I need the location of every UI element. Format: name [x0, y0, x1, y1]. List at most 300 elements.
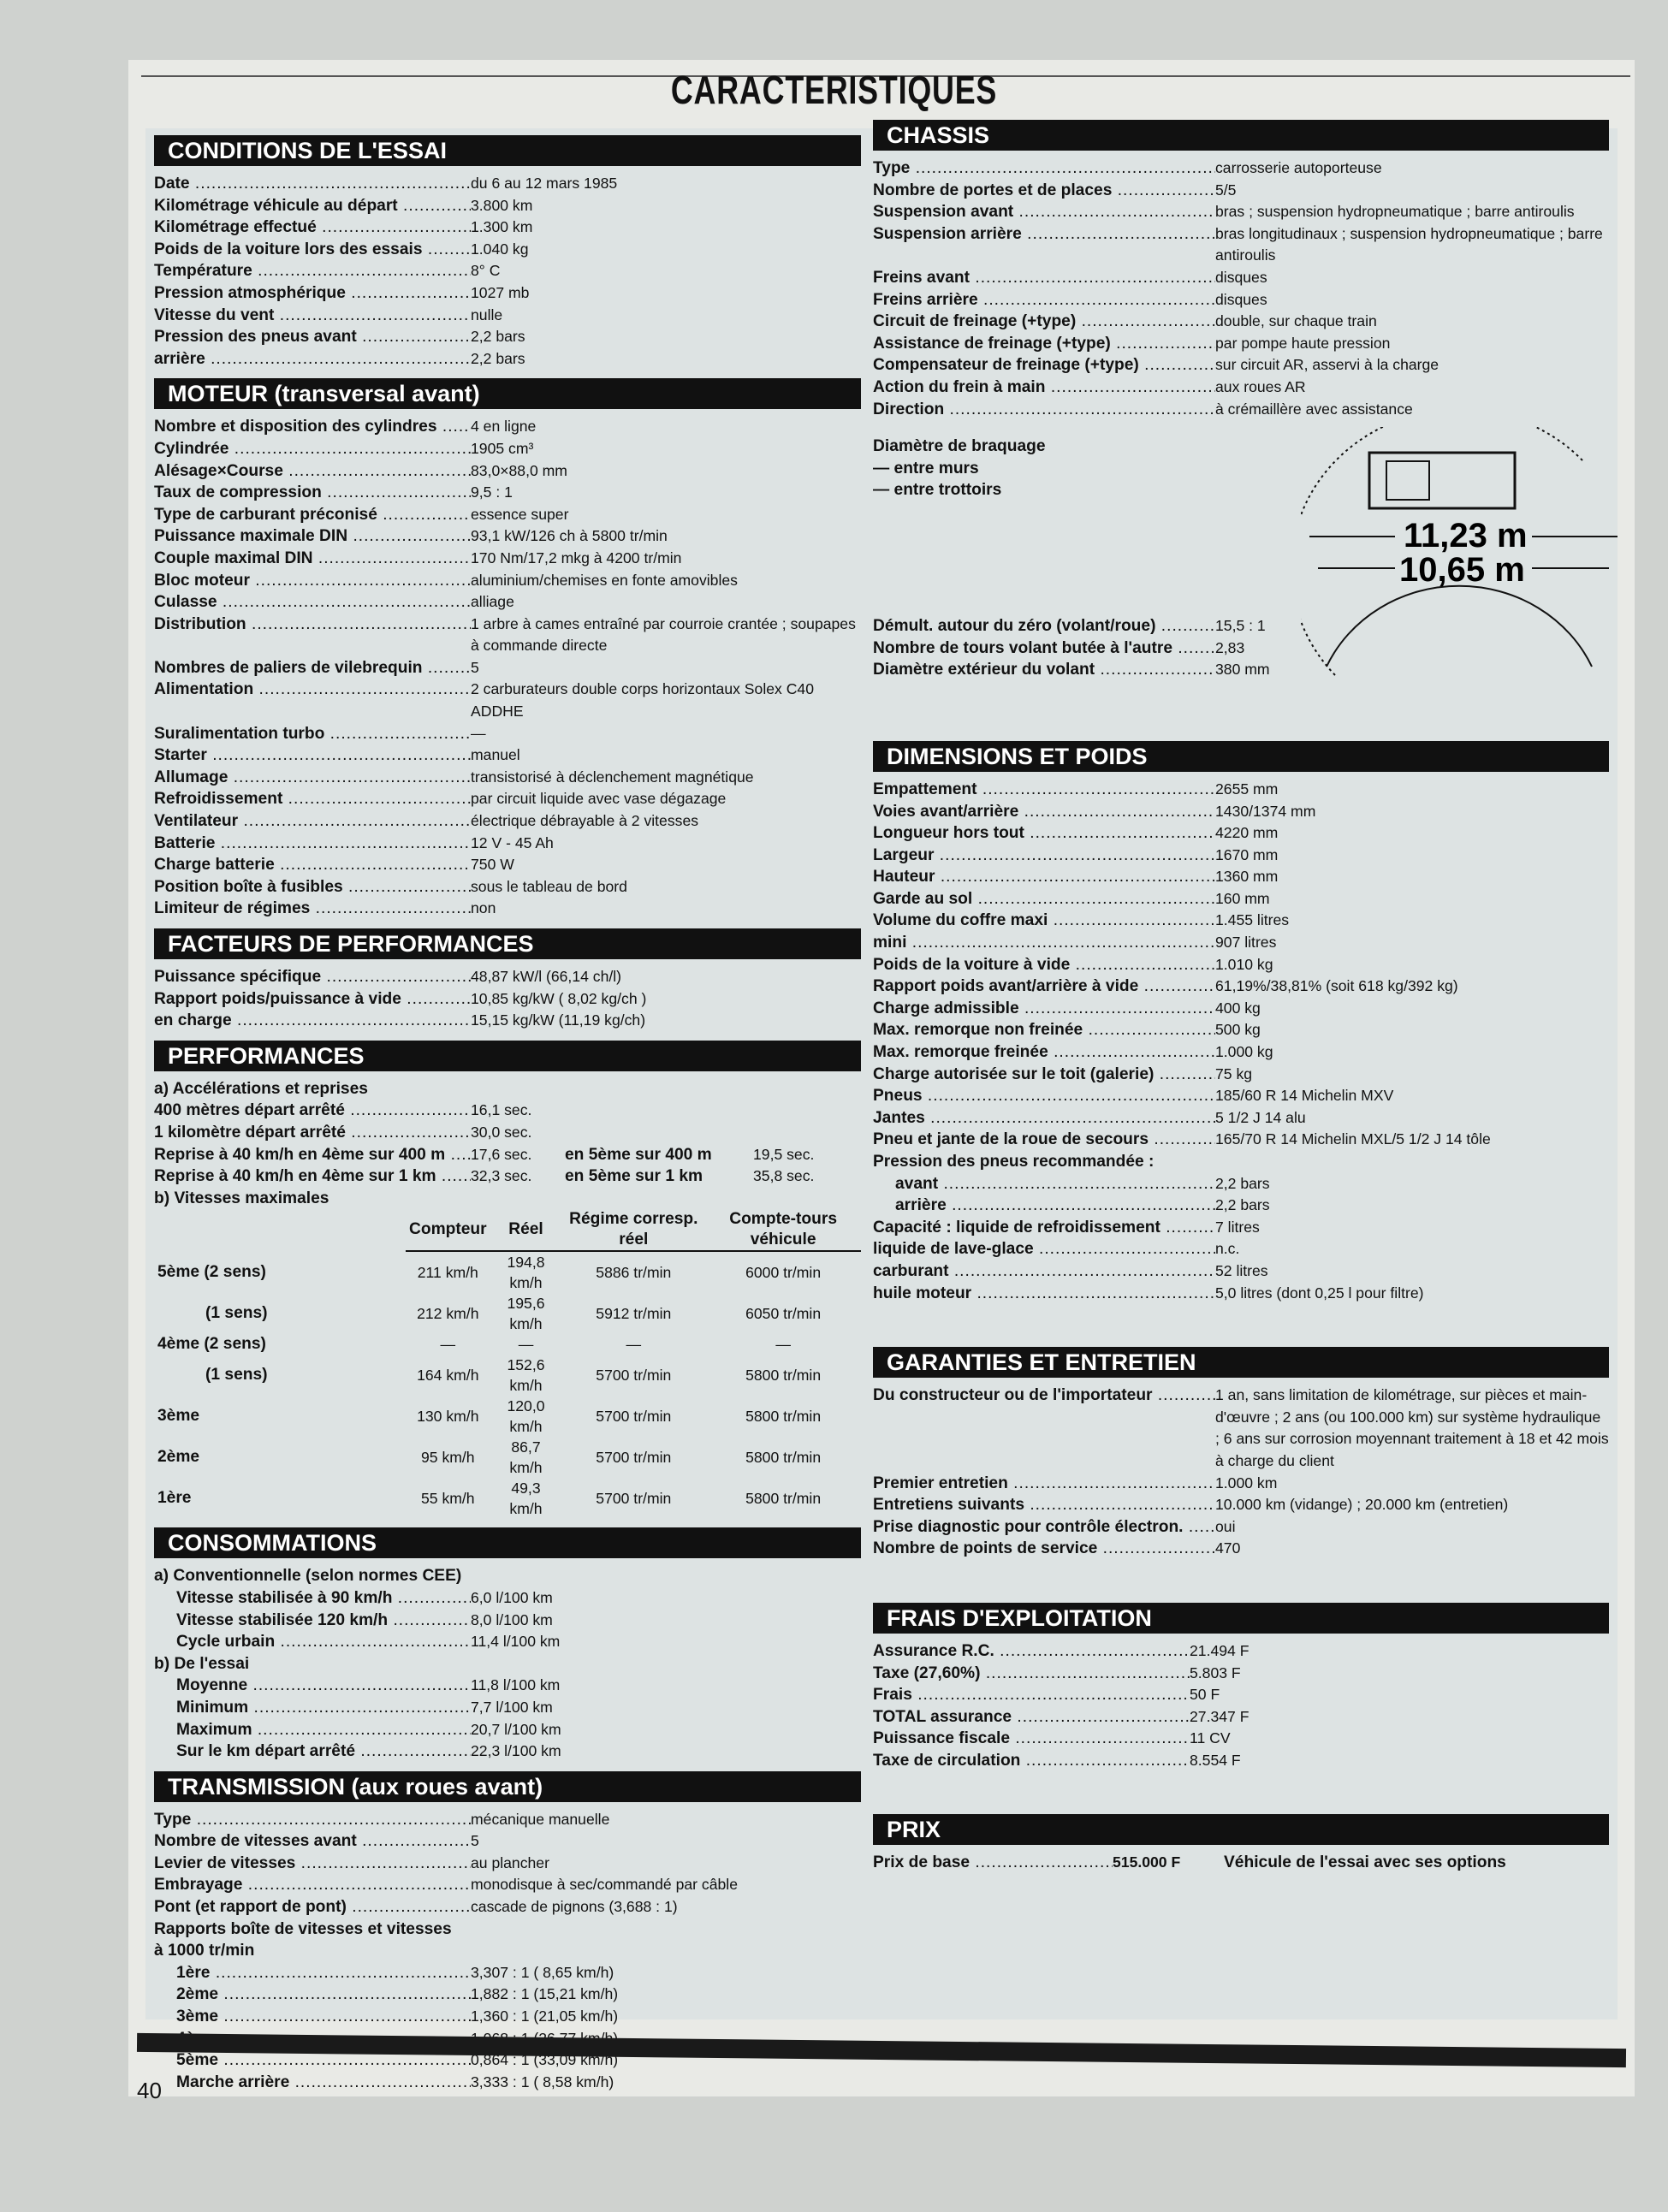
spec-value: 1.455 litres [1215, 911, 1290, 929]
spec-label: Marche arrière ..... [176, 2072, 471, 2094]
acceleration-extra-value: 19,5 sec. [753, 1145, 815, 1163]
spec-label: Vitesse stabilisée 120 km/h ..... [176, 1610, 471, 1632]
spec-label: mini ..... [873, 932, 1215, 954]
vitesses-title: b) Vitesses maximales [154, 1189, 329, 1207]
spec-value: nulle [471, 305, 503, 323]
spec-row [154, 614, 861, 657]
garanties-header: GARANTIES ET ENTRETIEN [873, 1347, 1609, 1378]
spec-label: Taxe de circulation ..... [873, 1750, 1190, 1772]
spec-value: 22,3 l/100 km [471, 1742, 561, 1760]
spec-label: Starter ..... [154, 744, 471, 767]
spec-row [154, 744, 861, 767]
vitesse-cell: 211 km/h [417, 1264, 478, 1282]
frais-list [873, 1640, 1455, 1772]
moteur-header: MOTEUR (transversal avant) [154, 378, 861, 409]
spec-label: Volume du coffre maxi ..... [873, 910, 1215, 932]
spec-value: 0,864 : 1 (33,09 km/h) [471, 2051, 619, 2069]
spec-label: Poids de la voiture à vide ..... [873, 954, 1215, 976]
spec-row [176, 1741, 861, 1763]
vitesse-cell: 164 km/h [417, 1367, 479, 1385]
spec-value: 5.803 F [1190, 1663, 1241, 1681]
vitesse-cell: 5700 tr/min [596, 1367, 672, 1385]
spec-label: Suspension avant ..... [873, 201, 1215, 223]
spec-row [176, 2006, 861, 2028]
chassis-header: CHASSIS [873, 120, 1609, 151]
vitesse-cell: 6000 tr/min [745, 1264, 822, 1282]
conditions-header: CONDITIONS DE L'ESSAI [154, 135, 861, 166]
spec-row [154, 1830, 861, 1853]
vitesse-gear: 2ème [157, 1448, 200, 1467]
ratios-list [154, 1962, 861, 2094]
spec-value: 8,0 l/100 km [471, 1610, 553, 1628]
spec-value: mécanique manuelle [471, 1810, 610, 1828]
spec-row [873, 1019, 1609, 1041]
spec-value: 15,5 : 1 [1215, 617, 1266, 635]
spec-value: 93,1 kW/126 ch à 5800 tr/min [471, 527, 668, 545]
spec-value: 500 kg [1215, 1021, 1261, 1039]
spec-label: Max. remorque freinée ..... [873, 1041, 1215, 1064]
spec-label: Poids de la voiture lors des essais ..... [154, 239, 471, 261]
chassis-list [873, 157, 1609, 420]
spec-value: 5 1/2 J 14 alu [1215, 1108, 1306, 1126]
spec-label: huile moteur ..... [873, 1283, 1215, 1305]
spec-label: TOTAL assurance ..... [873, 1706, 1190, 1729]
spec-label: Culasse ..... [154, 591, 471, 614]
spec-row [873, 1129, 1609, 1151]
page-number: 40 [137, 2078, 162, 2103]
spec-row [873, 845, 1609, 867]
spec-value: 7,7 l/100 km [471, 1698, 553, 1716]
spec-value: 1.040 kg [471, 240, 529, 258]
spec-value: 61,19%/38,81% (soit 618 kg/392 kg) [1215, 977, 1458, 995]
spec-label: Limiteur de régimes ..... [154, 898, 471, 920]
vitesse-gear: 5ème (2 sens) [157, 1262, 266, 1281]
spec-label: Couple maximal DIN ..... [154, 548, 471, 570]
spec-label: Assurance R.C. ..... [873, 1640, 1190, 1663]
acceleration-label: Reprise à 40 km/h en 4ème sur 400 m ..... [154, 1144, 471, 1166]
acceleration-value: 32,3 sec. [471, 1167, 532, 1185]
spec-row [154, 416, 861, 438]
spec-row [154, 239, 861, 261]
vitesse-cell: 5912 tr/min [596, 1305, 672, 1323]
spec-row [154, 876, 861, 898]
vitesse-row [154, 1396, 861, 1437]
conso-b-list [154, 1675, 861, 1762]
acceleration-label: 1 kilomètre départ arrêté ..... [154, 1122, 471, 1144]
vitesse-cell: 5700 tr/min [596, 1490, 672, 1508]
spec-value: non [471, 899, 496, 917]
vitesse-column-header: Réel [490, 1209, 562, 1251]
spec-row [873, 910, 1609, 932]
garanties-list [873, 1385, 1609, 1560]
spec-value: oui [1215, 1517, 1236, 1535]
spec-label: Jantes ..... [873, 1107, 1215, 1130]
spec-row [154, 195, 861, 217]
vitesse-cell: 95 km/h [421, 1449, 475, 1467]
spec-label: 3ème ..... [176, 2006, 471, 2028]
spec-label: Cylindrée ..... [154, 438, 471, 460]
spec-value: 48,87 kW/l (66,14 ch/l) [471, 968, 622, 985]
vitesse-column-header: Compteur [406, 1209, 490, 1251]
spec-label: Batterie ..... [154, 833, 471, 855]
spec-label: Frais ..... [873, 1684, 1190, 1706]
acceleration-label: 400 mètres départ arrêté ..... [154, 1100, 471, 1122]
pression-title: Pression des pneus recommandée : [873, 1153, 1155, 1171]
spec-label: Charge autorisée sur le toit (galerie) ..... [873, 1064, 1215, 1086]
spec-row [154, 305, 861, 327]
spec-label: Prise diagnostic pour contrôle électron. ..... [873, 1516, 1215, 1539]
spec-value: 1360 mm [1215, 868, 1279, 886]
spec-row [154, 1896, 861, 1918]
spec-label: Ventilateur ..... [154, 810, 471, 833]
acceleration-extra-value: 35,8 sec. [753, 1167, 815, 1185]
spec-label: Pression atmosphérique ..... [154, 282, 471, 305]
spec-label: Maximum ..... [176, 1719, 471, 1741]
spec-row [873, 822, 1609, 845]
spec-row [154, 482, 861, 504]
spec-value: 3.800 km [471, 196, 533, 214]
spec-value: 5,0 litres (dont 0,25 l pour filtre) [1215, 1284, 1424, 1302]
acceleration-row [154, 1100, 861, 1122]
spec-row [873, 1538, 1609, 1560]
acceleration-value: 17,6 sec. [471, 1145, 532, 1163]
acceleration-extra-label: en 5ème sur 400 m [565, 1145, 712, 1164]
vitesse-column-header: Régime corresp. réel [561, 1209, 705, 1251]
consommations-header: CONSOMMATIONS [154, 1527, 861, 1558]
spec-value: 9,5 : 1 [471, 483, 513, 501]
vitesse-cell: 195,6 km/h [507, 1295, 545, 1333]
spec-label: Charge admissible ..... [873, 998, 1215, 1020]
spec-label: Nombre de points de service ..... [873, 1538, 1215, 1560]
spec-label: Diamètre extérieur du volant ..... [873, 659, 1215, 681]
prix-value: 515.000 F [1113, 1853, 1181, 1871]
spec-label: Hauteur ..... [873, 866, 1215, 888]
spec-row [154, 504, 861, 526]
spec-label: Empattement ..... [873, 779, 1215, 801]
spec-value: au plancher [471, 1853, 549, 1871]
spec-value: disques [1215, 268, 1267, 286]
acceleration-row [154, 1122, 861, 1144]
diam-trottoirs: 10,65 m [1399, 551, 1525, 590]
spec-row [873, 223, 1609, 267]
vitesse-cell: — [775, 1336, 791, 1354]
spec-row [154, 1874, 861, 1896]
accelerations-list [154, 1100, 861, 1187]
spec-value: 7 litres [1215, 1218, 1260, 1236]
vitesse-cell: 5700 tr/min [596, 1408, 672, 1426]
spec-row [873, 1640, 1455, 1663]
spec-label: Puissance maximale DIN ..... [154, 525, 471, 548]
spec-row [873, 180, 1609, 202]
conso-a-list [154, 1587, 861, 1653]
spec-row [895, 1173, 1609, 1195]
spec-label: Garde au sol ..... [873, 888, 1215, 910]
spec-row [154, 173, 861, 195]
vitesse-cell: 152,6 km/h [507, 1356, 545, 1395]
spec-value: 1.300 km [471, 218, 533, 236]
spec-value: 12 V - 45 Ah [471, 833, 554, 851]
spec-label: Capacité : liquide de refroidissement ..... [873, 1217, 1215, 1239]
spec-row [873, 333, 1609, 355]
vitesse-cell: 5800 tr/min [745, 1449, 822, 1467]
spec-label: Max. remorque non freinée ..... [873, 1019, 1215, 1041]
spec-value: 1430/1374 mm [1215, 802, 1316, 820]
spec-row [873, 998, 1609, 1020]
spec-row [873, 954, 1609, 976]
spec-label: Pneus ..... [873, 1085, 1215, 1107]
prix-row [873, 1852, 1609, 1874]
vitesse-column-header: Compte-tours véhicule [705, 1209, 861, 1251]
spec-label: Circuit de freinage (+type) ..... [873, 311, 1215, 333]
spec-row [154, 326, 861, 348]
performances-header: PERFORMANCES [154, 1041, 861, 1071]
spec-row [176, 1587, 861, 1610]
spec-value: 1027 mb [471, 283, 530, 301]
spec-label: Puissance spécifique ..... [154, 966, 471, 988]
spec-value: alliage [471, 593, 514, 611]
spec-value: 10.000 km (vidange) ; 20.000 km (entretien) [1215, 1496, 1509, 1514]
vitesse-gear: 3ème [157, 1407, 200, 1426]
frais-header: FRAIS D'EXPLOITATION [873, 1603, 1609, 1634]
spec-row [154, 788, 861, 810]
spec-row [873, 932, 1609, 954]
spec-label: Position boîte à fusibles ..... [154, 876, 471, 898]
spec-label: Charge batterie ..... [154, 854, 471, 876]
spec-label: Nombre de tours volant butée à l'autre ..... [873, 638, 1215, 660]
spec-row [154, 525, 861, 548]
spec-value: 21.494 F [1190, 1641, 1250, 1659]
spec-row [873, 1260, 1609, 1283]
acceleration-row [154, 1165, 861, 1188]
spec-row [154, 679, 861, 722]
spec-row [873, 1041, 1609, 1064]
spec-label: Type ..... [154, 1809, 471, 1831]
vitesse-cell: 6050 tr/min [745, 1305, 822, 1323]
spec-value: — [471, 724, 486, 742]
vitesse-row [154, 1334, 861, 1355]
spec-row [873, 1494, 1609, 1516]
spec-value: cascade de pignons (3,688 : 1) [471, 1898, 678, 1916]
acceleration-extra-label: en 5ème sur 1 km [565, 1167, 703, 1186]
acceleration-value: 30,0 sec. [471, 1123, 532, 1141]
spec-label: Taxe (27,60%) ..... [873, 1663, 1190, 1685]
spec-label: Moyenne ..... [176, 1675, 471, 1697]
spec-value: aux roues AR [1215, 377, 1306, 395]
spec-label: Premier entretien ..... [873, 1473, 1215, 1495]
spec-row [154, 657, 861, 679]
spec-value: 5 [471, 1832, 479, 1850]
spec-label: Pneu et jante de la roue de secours ..... [873, 1129, 1215, 1151]
right-column [873, 111, 1609, 1874]
turning-circle-diagram [1301, 427, 1626, 684]
spec-row [873, 377, 1609, 399]
acceleration-label: Reprise à 40 km/h en 4ème sur 1 km ..... [154, 1165, 471, 1188]
spec-row [176, 2072, 861, 2094]
spec-label: Allumage ..... [154, 767, 471, 789]
spec-row [895, 1195, 1609, 1217]
prix-header: PRIX [873, 1814, 1609, 1845]
spec-label: Voies avant/arrière ..... [873, 801, 1215, 823]
dimensions-header: DIMENSIONS ET POIDS [873, 741, 1609, 772]
spec-label: 2ème ..... [176, 1984, 471, 2006]
spec-row [176, 1697, 861, 1719]
spec-value: monodisque à sec/commandé par câble [471, 1876, 738, 1894]
left-column [154, 127, 861, 2093]
spec-value: 1 an, sans limitation de kilométrage, sur pièces et main-d'œuvre ; 2 ans (ou 100.000 km) sur système hydraulique ; 6 ans sur corrosion moyennant traitement à 18 et 42 mois à charge du client [1215, 1386, 1609, 1469]
braquage-trottoirs: — entre trottoirs [873, 481, 1002, 500]
braquage-title: Diamètre de braquage [873, 437, 1046, 456]
spec-value: 160 mm [1215, 889, 1270, 907]
spec-row [873, 1238, 1609, 1260]
spec-label: arrière ..... [895, 1195, 1215, 1217]
vitesse-cell: 120,0 km/h [507, 1397, 545, 1436]
spec-label: en charge ..... [154, 1010, 471, 1032]
spec-value: 8° C [471, 262, 501, 280]
vitesses-table [154, 1209, 861, 1519]
vitesse-gear: (1 sens) [205, 1304, 268, 1323]
ratios-title: Rapports boîte de vitesses et vitesses à 1000 tr/min [154, 1919, 452, 1960]
spec-row [873, 201, 1609, 223]
spec-row [176, 1719, 861, 1741]
spec-value: 750 W [471, 856, 514, 874]
spec-row [873, 1085, 1609, 1107]
spec-value: par pompe haute pression [1215, 334, 1391, 352]
spec-row [154, 988, 861, 1011]
vitesse-cell: 55 km/h [421, 1490, 475, 1508]
spec-row [154, 282, 861, 305]
vitesse-cell: — [518, 1336, 534, 1354]
spec-row [873, 399, 1609, 421]
spec-row [873, 1385, 1609, 1472]
spec-row [873, 1684, 1455, 1706]
vitesse-cell: 5800 tr/min [745, 1408, 822, 1426]
spec-label: Nombre de vitesses avant ..... [154, 1830, 471, 1853]
pression-list [873, 1173, 1609, 1217]
spec-value: 470 [1215, 1539, 1241, 1557]
spec-value: 11 CV [1190, 1729, 1231, 1747]
spec-row [873, 267, 1609, 289]
vitesse-cell: 86,7 km/h [509, 1438, 543, 1477]
spec-value: 2,2 bars [1215, 1174, 1270, 1192]
spec-label: Action du frein à main ..... [873, 377, 1215, 399]
spec-label: Alésage×Course ..... [154, 460, 471, 483]
spec-label: Rapport poids avant/arrière à vide ..... [873, 976, 1215, 998]
spec-label: Démult. autour du zéro (volant/roue) ..... [873, 615, 1215, 638]
prix-vehicle-label: Véhicule de l'essai avec ses options [1224, 1853, 1506, 1872]
vitesse-cell: — [440, 1336, 456, 1354]
spec-label: Vitesse stabilisée à 90 km/h ..... [176, 1587, 471, 1610]
spec-label: avant ..... [895, 1173, 1215, 1195]
spec-row [176, 1610, 861, 1632]
spec-value: 1.000 kg [1215, 1043, 1273, 1061]
accelerations-title: a) Accélérations et reprises [154, 1079, 368, 1098]
spec-row [154, 548, 861, 570]
spec-value: bras longitudinaux ; suspension hydropneumatique ; barre antiroulis [1215, 224, 1603, 264]
spec-value: 185/60 R 14 Michelin MXV [1215, 1087, 1394, 1105]
spec-value: 165/70 R 14 Michelin MXL/5 1/2 J 14 tôle [1215, 1130, 1491, 1148]
spec-row [873, 1473, 1609, 1495]
spec-label: Minimum ..... [176, 1697, 471, 1719]
vitesse-cell: 5800 tr/min [745, 1367, 822, 1385]
spec-row [154, 438, 861, 460]
spec-value: transistorisé à déclenchement magnétique [471, 768, 754, 786]
spec-value: 3,307 : 1 ( 8,65 km/h) [471, 1963, 614, 1981]
spec-label: Rapport poids/puissance à vide ..... [154, 988, 471, 1011]
vitesse-cell: 49,3 km/h [509, 1480, 543, 1518]
moteur-list [154, 416, 861, 920]
spec-label: Taux de compression ..... [154, 482, 471, 504]
spec-value: carrosserie autoporteuse [1215, 159, 1382, 176]
spec-label: Température ..... [154, 260, 471, 282]
spec-value: 170 Nm/17,2 mkg à 4200 tr/min [471, 549, 682, 566]
spec-value: 907 litres [1215, 934, 1277, 952]
dimensions-list [873, 779, 1609, 1151]
spec-row [154, 1010, 861, 1032]
spec-label: Refroidissement ..... [154, 788, 471, 810]
acceleration-value: 16,1 sec. [471, 1101, 532, 1119]
spec-row [154, 1809, 861, 1831]
vitesse-cell: 130 km/h [417, 1408, 479, 1426]
facteurs-header: FACTEURS DE PERFORMANCES [154, 928, 861, 959]
spec-value: 1,882 : 1 (15,21 km/h) [471, 1985, 619, 2003]
spec-label: Cycle urbain ..... [176, 1631, 471, 1653]
spec-value: 11,8 l/100 km [471, 1676, 561, 1694]
capacite-list [873, 1217, 1609, 1304]
spec-label: Distribution ..... [154, 614, 471, 657]
vitesse-cell: 5800 tr/min [745, 1490, 822, 1508]
spec-row [873, 779, 1609, 801]
spec-label: Nombres de paliers de vilebrequin ..... [154, 657, 471, 679]
vitesse-gear: (1 sens) [205, 1366, 268, 1385]
spec-value: 2,83 [1215, 638, 1245, 656]
conditions-list [154, 173, 861, 370]
spec-label: 1ère ..... [176, 1962, 471, 1984]
spec-row [154, 767, 861, 789]
spec-value: du 6 au 12 mars 1985 [471, 175, 618, 192]
acceleration-row [154, 1144, 861, 1166]
spec-label: Entretiens suivants ..... [873, 1494, 1215, 1516]
spec-value: 1670 mm [1215, 845, 1279, 863]
conso-b-title: b) De l'essai [154, 1654, 250, 1673]
spec-row [873, 1516, 1609, 1539]
spec-value: 75 kg [1215, 1064, 1253, 1082]
spec-value: 52 litres [1215, 1261, 1268, 1279]
spec-row [154, 570, 861, 592]
spec-value: 1,360 : 1 (21,05 km/h) [471, 2007, 619, 2025]
spec-row [873, 866, 1609, 888]
spec-label: Puissance fiscale ..... [873, 1728, 1190, 1750]
spec-label: Kilométrage véhicule au départ ..... [154, 195, 471, 217]
prix-label: Prix de base ..... [873, 1852, 1113, 1874]
spec-row [154, 591, 861, 614]
spec-label: carburant ..... [873, 1260, 1215, 1283]
spec-row [154, 216, 861, 239]
vitesse-gear: 4ème (2 sens) [157, 1335, 266, 1354]
spec-value: 3,333 : 1 ( 8,58 km/h) [471, 2073, 614, 2090]
spec-value: 5 [471, 658, 479, 676]
spec-label: Largeur ..... [873, 845, 1215, 867]
spec-value: 2,2 bars [471, 349, 525, 367]
facteurs-list [154, 966, 861, 1032]
braquage-murs: — entre murs [873, 459, 979, 477]
spec-row [873, 289, 1609, 311]
spec-label: Levier de vitesses ..... [154, 1853, 471, 1875]
page-title: CARACTERISTIQUES [670, 68, 998, 112]
spec-value: 1905 cm³ [471, 439, 534, 457]
vitesse-cell: 212 km/h [417, 1305, 479, 1323]
spec-label: Kilométrage effectué ..... [154, 216, 471, 239]
spec-label: Pont (et rapport de pont) ..... [154, 1896, 471, 1918]
